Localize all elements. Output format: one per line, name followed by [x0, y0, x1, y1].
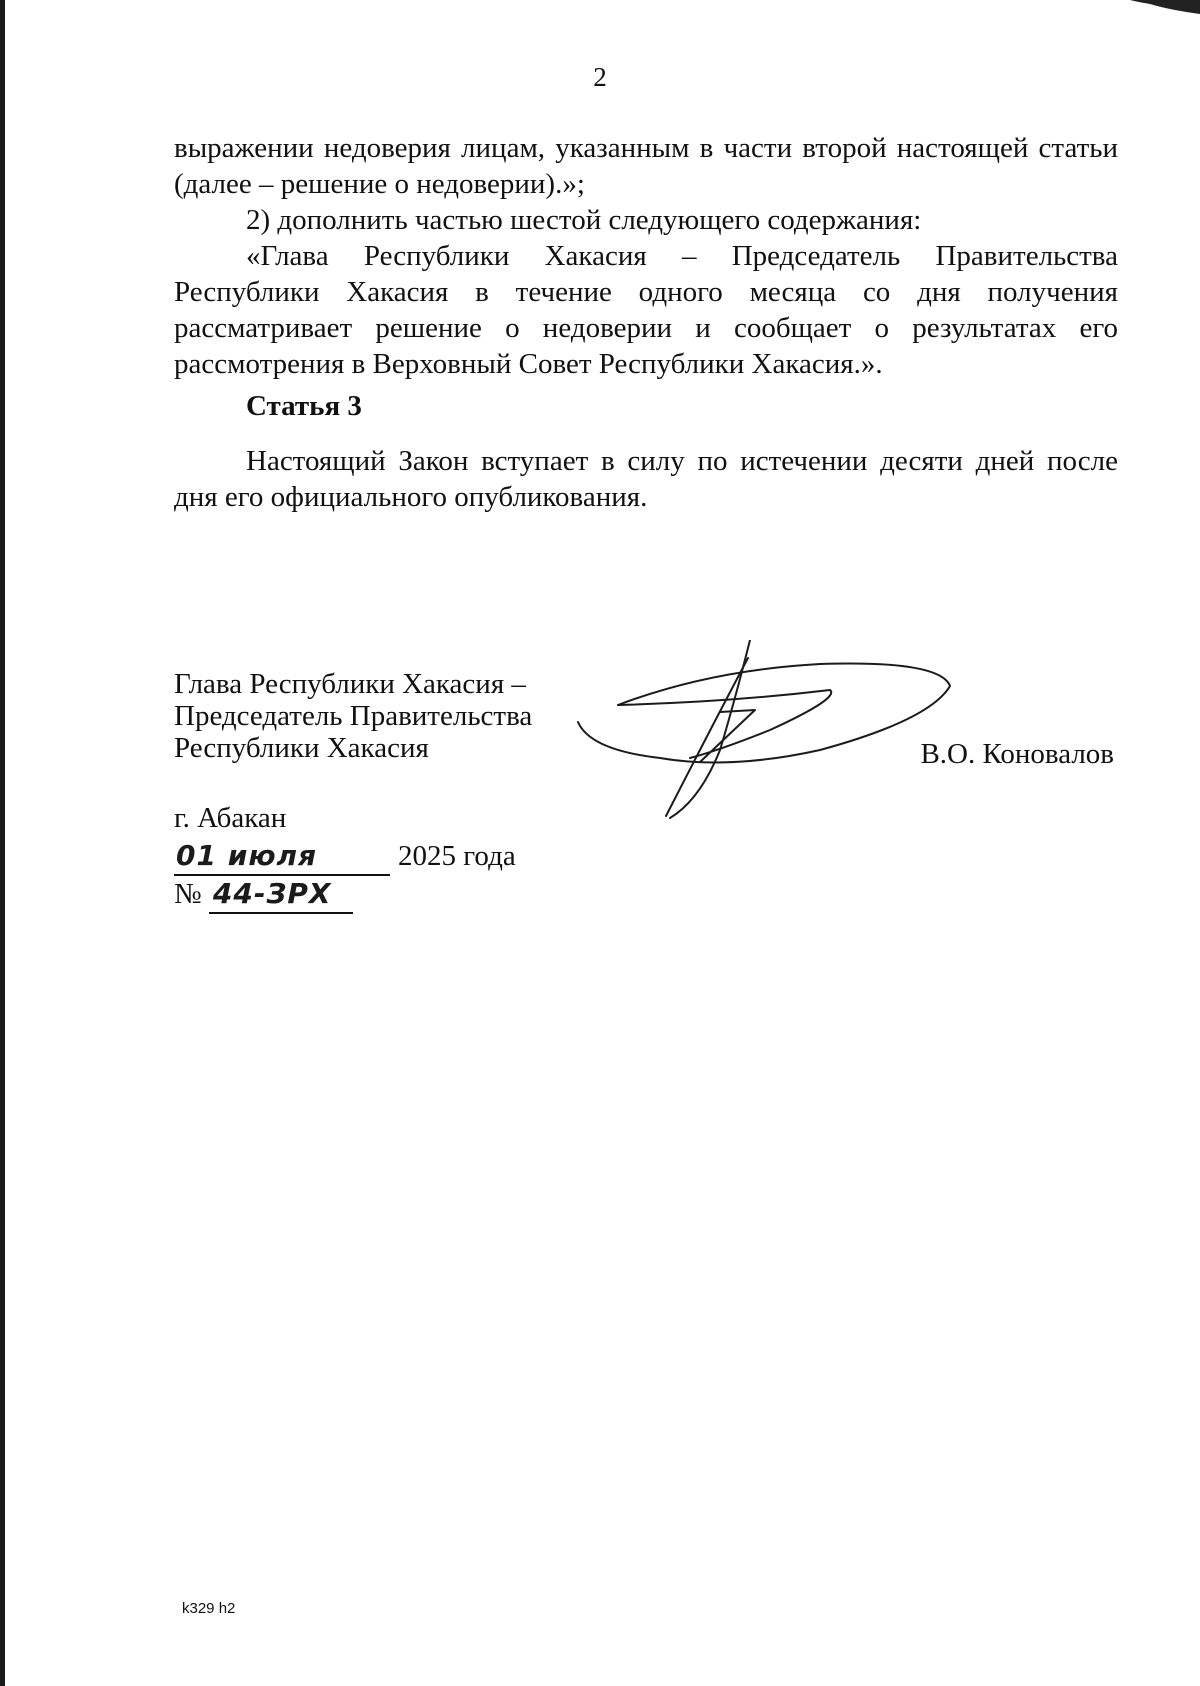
number-line — [174, 876, 516, 914]
paragraph: выражении недоверия лицам, указанным в части второй настоящей статьи (далее – решение о недоверии).»; — [174, 132, 1118, 200]
handwritten-number: 44-ЗРХ — [209, 876, 353, 914]
article-heading: Статья 3 — [246, 390, 362, 422]
date-line — [174, 838, 516, 876]
scan-edge — [0, 0, 5, 1686]
page-number: 2 — [593, 62, 607, 92]
date-year: 2025 года — [398, 840, 516, 872]
paragraph: 2) дополнить частью шестой следующего содержания: — [246, 204, 922, 236]
scan-corner-mark — [1130, 0, 1200, 20]
paragraph: «Глава Республики Хакасия – Председатель Правительства Республики Хакасия в течение одного месяца со дня получения рассматривает решение о недоверии и сообщает о результатах его рассмотрения в Верховный Совет Республики Хакасия.». — [174, 240, 1118, 380]
amendment-text — [174, 130, 1118, 382]
place-date-block — [174, 800, 516, 914]
article-text: Настоящий Закон вступает в силу по истечении десяти дней после дня его официального опубликования. — [174, 445, 1118, 513]
article-text-block — [174, 443, 1118, 515]
signer-title — [174, 668, 532, 764]
signer-name: В.О. Коновалов — [920, 738, 1114, 770]
place: г. Абакан — [174, 802, 287, 834]
signer-title-line: Глава Республики Хакасия – — [174, 668, 526, 700]
signer-title-line: Республики Хакасия — [174, 732, 429, 764]
handwritten-signature — [570, 640, 970, 830]
footer-code: k329 h2 — [182, 1600, 236, 1617]
number-prefix: № — [174, 878, 202, 910]
signer-title-line: Председатель Правительства — [174, 700, 533, 732]
handwritten-date: 01 июля — [174, 838, 390, 876]
